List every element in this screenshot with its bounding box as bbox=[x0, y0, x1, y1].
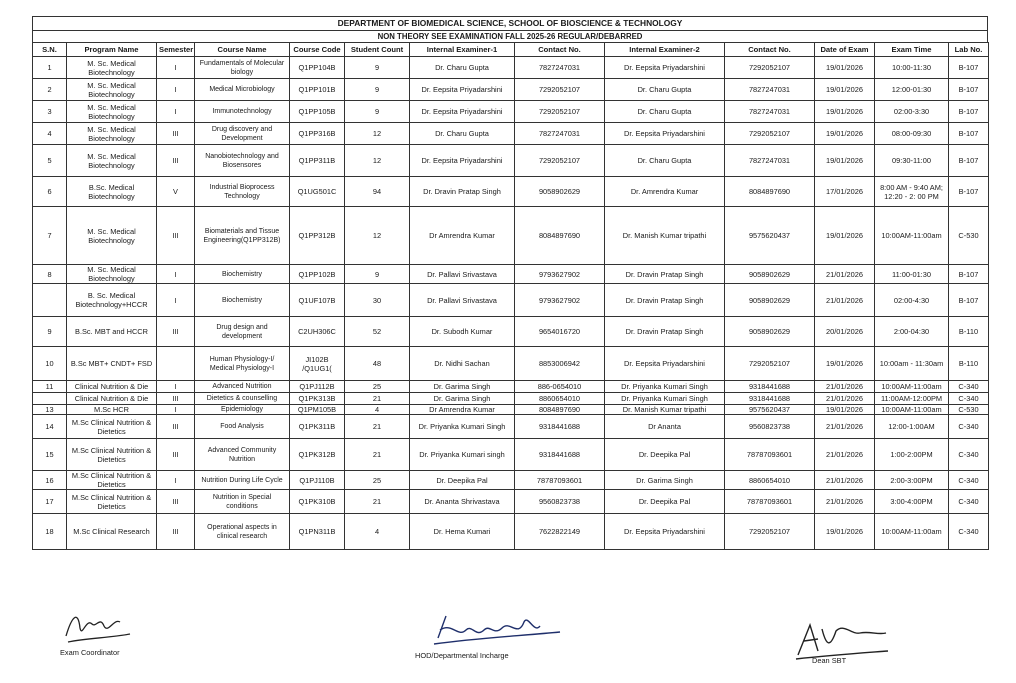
contact2-cell: 7827247031 bbox=[725, 145, 815, 177]
student-count-cell: 9 bbox=[345, 101, 410, 123]
sn-cell: 17 bbox=[33, 490, 67, 514]
sn-cell: 4 bbox=[33, 123, 67, 145]
examiner2-cell: Dr. Priyanka Kumari Singh bbox=[605, 393, 725, 405]
course-name-cell: Biochemistry bbox=[195, 284, 290, 317]
exam-date-cell: 21/01/2026 bbox=[815, 265, 875, 284]
course-code-cell: Q1PJ110B bbox=[290, 471, 345, 490]
exam-date-cell: 19/01/2026 bbox=[815, 79, 875, 101]
examiner2-cell: Dr. Deepika Pal bbox=[605, 439, 725, 471]
department-title: DEPARTMENT OF BIOMEDICAL SCIENCE, SCHOOL OF BIOSCIENCE & TECHNOLOGY bbox=[32, 16, 988, 30]
examiner2-cell: Dr Ananta bbox=[605, 415, 725, 439]
examiner2-cell: Dr. Priyanka Kumari Singh bbox=[605, 381, 725, 393]
sn-cell: 2 bbox=[33, 79, 67, 101]
sn-cell: 6 bbox=[33, 177, 67, 207]
program-cell: B.Sc MBT+ CNDT+ FSD bbox=[67, 347, 157, 381]
lab-no-cell: C-340 bbox=[949, 514, 989, 550]
program-cell: M. Sc. Medical Biotechnology bbox=[67, 101, 157, 123]
examiner1-cell: Dr. Subodh Kumar bbox=[410, 317, 515, 347]
course-name-cell: Advanced Community Nutrition bbox=[195, 439, 290, 471]
course-name-cell: Nutrition in Special conditions bbox=[195, 490, 290, 514]
exam-time-cell: 2:00-04:30 bbox=[875, 317, 949, 347]
col-header: Program Name bbox=[67, 43, 157, 57]
exam-time-cell: 3:00-4:00PM bbox=[875, 490, 949, 514]
exam-date-cell: 19/01/2026 bbox=[815, 57, 875, 79]
table-row bbox=[33, 439, 989, 471]
program-cell: M.Sc Clinical Nutrition & Dietetics bbox=[67, 471, 157, 490]
exam-date-cell: 19/01/2026 bbox=[815, 207, 875, 265]
examiner1-cell: Dr. Charu Gupta bbox=[410, 123, 515, 145]
contact1-cell: 9318441688 bbox=[515, 415, 605, 439]
table-row bbox=[33, 265, 989, 284]
dean-label: Dean SBT bbox=[812, 656, 847, 665]
sn-cell: 14 bbox=[33, 415, 67, 439]
examiner2-cell: Dr. Manish Kumar tripathi bbox=[605, 405, 725, 415]
examiner2-cell: Dr. Manish Kumar tripathi bbox=[605, 207, 725, 265]
lab-no-cell: C-340 bbox=[949, 381, 989, 393]
course-name-cell: Food Analysis bbox=[195, 415, 290, 439]
course-code-cell: Q1PP101B bbox=[290, 79, 345, 101]
exam-time-cell: 8:00 AM - 9:40 AM; 12:20 - 2: 00 PM bbox=[875, 177, 949, 207]
sn-cell: 10 bbox=[33, 347, 67, 381]
examiner1-cell: Dr. Eepsita Priyadarshini bbox=[410, 145, 515, 177]
course-code-cell: Q1PK311B bbox=[290, 415, 345, 439]
contact2-cell: 7827247031 bbox=[725, 79, 815, 101]
sn-cell: 13 bbox=[33, 405, 67, 415]
semester-cell bbox=[157, 347, 195, 381]
examiner1-cell: Dr. Garima Singh bbox=[410, 393, 515, 405]
exam-date-cell: 19/01/2026 bbox=[815, 347, 875, 381]
semester-cell: III bbox=[157, 393, 195, 405]
semester-cell: I bbox=[157, 265, 195, 284]
semester-cell: I bbox=[157, 381, 195, 393]
program-cell: M.Sc Clinical Research bbox=[67, 514, 157, 550]
contact2-cell: 9575620437 bbox=[725, 207, 815, 265]
examiner2-cell: Dr. Charu Gupta bbox=[605, 145, 725, 177]
contact2-cell: 78787093601 bbox=[725, 490, 815, 514]
student-count-cell: 21 bbox=[345, 439, 410, 471]
contact1-cell: 8860654010 bbox=[515, 393, 605, 405]
semester-cell: III bbox=[157, 317, 195, 347]
student-count-cell: 25 bbox=[345, 471, 410, 490]
student-count-cell: 21 bbox=[345, 393, 410, 405]
table-row bbox=[33, 347, 989, 381]
course-name-cell: Industrial Bioprocess Technology bbox=[195, 177, 290, 207]
contact2-cell: 9058902629 bbox=[725, 317, 815, 347]
contact1-cell: 9793627902 bbox=[515, 265, 605, 284]
course-name-cell: Biomaterials and Tissue Engineering(Q1PP312B) bbox=[195, 207, 290, 265]
course-code-cell: Q1PM105B bbox=[290, 405, 345, 415]
hod-signature-mark bbox=[428, 608, 568, 652]
exam-date-cell: 20/01/2026 bbox=[815, 317, 875, 347]
contact2-cell: 8860654010 bbox=[725, 471, 815, 490]
table-row bbox=[33, 177, 989, 207]
lab-no-cell: C-530 bbox=[949, 207, 989, 265]
exam-time-cell: 10:00AM-11:00am bbox=[875, 405, 949, 415]
semester-cell: III bbox=[157, 207, 195, 265]
sn-cell: 9 bbox=[33, 317, 67, 347]
examiner2-cell: Dr. Eepsita Priyadarshini bbox=[605, 514, 725, 550]
semester-cell: III bbox=[157, 439, 195, 471]
lab-no-cell: B-107 bbox=[949, 79, 989, 101]
exam-time-cell: 10:00AM-11:00am bbox=[875, 514, 949, 550]
lab-no-cell: C-340 bbox=[949, 439, 989, 471]
col-header: Lab No. bbox=[949, 43, 989, 57]
examiner2-cell: Dr. Charu Gupta bbox=[605, 79, 725, 101]
student-count-cell: 12 bbox=[345, 145, 410, 177]
program-cell: M. Sc. Medical Biotechnology bbox=[67, 207, 157, 265]
contact2-cell: 7827247031 bbox=[725, 101, 815, 123]
contact1-cell: 7622822149 bbox=[515, 514, 605, 550]
table-row bbox=[33, 317, 989, 347]
examiner1-cell: Dr Amrendra Kumar bbox=[410, 207, 515, 265]
exam-time-cell: 12:00-1:00AM bbox=[875, 415, 949, 439]
exam-subtitle: NON THEORY SEE EXAMINATION FALL 2025-26 REGULAR/DEBARRED bbox=[32, 30, 988, 42]
lab-no-cell: B-107 bbox=[949, 265, 989, 284]
exam-time-cell: 02:00-3:30 bbox=[875, 101, 949, 123]
contact1-cell: 9318441688 bbox=[515, 439, 605, 471]
lab-no-cell: B-107 bbox=[949, 123, 989, 145]
course-code-cell: C2UH306C bbox=[290, 317, 345, 347]
table-row bbox=[33, 57, 989, 79]
exam-time-cell: 1:00-2:00PM bbox=[875, 439, 949, 471]
course-code-cell: Q1PP105B bbox=[290, 101, 345, 123]
lab-no-cell: C-530 bbox=[949, 405, 989, 415]
examiner1-cell: Dr. Deepika Pal bbox=[410, 471, 515, 490]
examiner1-cell: Dr. Pallavi Srivastava bbox=[410, 284, 515, 317]
course-code-cell: Q1PP104B bbox=[290, 57, 345, 79]
semester-cell: I bbox=[157, 471, 195, 490]
student-count-cell: 4 bbox=[345, 514, 410, 550]
course-code-cell: Q1PP316B bbox=[290, 123, 345, 145]
exam-date-cell: 21/01/2026 bbox=[815, 415, 875, 439]
table-row bbox=[33, 145, 989, 177]
contact1-cell: 9058902629 bbox=[515, 177, 605, 207]
exam-date-cell: 19/01/2026 bbox=[815, 101, 875, 123]
col-header: Date of Exam bbox=[815, 43, 875, 57]
student-count-cell: 4 bbox=[345, 405, 410, 415]
program-cell: B.Sc. Medical Biotechnology bbox=[67, 177, 157, 207]
semester-cell: I bbox=[157, 57, 195, 79]
contact2-cell: 9560823738 bbox=[725, 415, 815, 439]
student-count-cell: 25 bbox=[345, 381, 410, 393]
exam-date-cell: 21/01/2026 bbox=[815, 439, 875, 471]
course-code-cell: Q1UG501C bbox=[290, 177, 345, 207]
program-cell: M.Sc Clinical Nutrition & Dietetics bbox=[67, 439, 157, 471]
course-name-cell: Biochemistry bbox=[195, 265, 290, 284]
semester-cell: I bbox=[157, 79, 195, 101]
coordinator-label: Exam Coordinator bbox=[60, 648, 120, 657]
course-code-cell: Q1PJ112B bbox=[290, 381, 345, 393]
examiner1-cell: Dr. Eepsita Priyadarshini bbox=[410, 79, 515, 101]
course-name-cell: Immunotechnology bbox=[195, 101, 290, 123]
examiner2-cell: Dr. Dravin Pratap Singh bbox=[605, 265, 725, 284]
lab-no-cell: B-107 bbox=[949, 145, 989, 177]
course-code-cell: Q1PN311B bbox=[290, 514, 345, 550]
contact1-cell: 8084897690 bbox=[515, 207, 605, 265]
coordinator-signature-mark bbox=[58, 598, 138, 648]
semester-cell: III bbox=[157, 145, 195, 177]
exam-date-cell: 21/01/2026 bbox=[815, 471, 875, 490]
course-name-cell: Advanced Nutrition bbox=[195, 381, 290, 393]
exam-schedule-table bbox=[32, 42, 989, 550]
col-header: Student Count bbox=[345, 43, 410, 57]
examiner1-cell: Dr. Hema Kumari bbox=[410, 514, 515, 550]
student-count-cell: 52 bbox=[345, 317, 410, 347]
contact1-cell: 8853006942 bbox=[515, 347, 605, 381]
table-row bbox=[33, 381, 989, 393]
lab-no-cell: B-107 bbox=[949, 284, 989, 317]
table-row bbox=[33, 514, 989, 550]
contact1-cell: 8084897690 bbox=[515, 405, 605, 415]
exam-time-cell: 11:00AM-12:00PM bbox=[875, 393, 949, 405]
contact2-cell: 9575620437 bbox=[725, 405, 815, 415]
exam-date-cell: 17/01/2026 bbox=[815, 177, 875, 207]
contact1-cell: 7827247031 bbox=[515, 123, 605, 145]
sn-cell: 5 bbox=[33, 145, 67, 177]
lab-no-cell: C-340 bbox=[949, 393, 989, 405]
examiner2-cell: Dr. Charu Gupta bbox=[605, 101, 725, 123]
program-cell: M.Sc HCR bbox=[67, 405, 157, 415]
contact2-cell: 7292052107 bbox=[725, 347, 815, 381]
course-name-cell: Operational aspects in clinical research bbox=[195, 514, 290, 550]
lab-no-cell: B-107 bbox=[949, 177, 989, 207]
sn-cell: 18 bbox=[33, 514, 67, 550]
lab-no-cell: B-107 bbox=[949, 57, 989, 79]
sn-cell: 3 bbox=[33, 101, 67, 123]
examiner2-cell: Dr. Dravin Pratap Singh bbox=[605, 317, 725, 347]
table-body bbox=[33, 57, 989, 550]
col-header: Internal Examiner-1 bbox=[410, 43, 515, 57]
student-count-cell: 9 bbox=[345, 57, 410, 79]
student-count-cell: 12 bbox=[345, 207, 410, 265]
semester-cell: III bbox=[157, 490, 195, 514]
sn-cell: 15 bbox=[33, 439, 67, 471]
course-code-cell: Q1PK313B bbox=[290, 393, 345, 405]
student-count-cell: 9 bbox=[345, 265, 410, 284]
course-name-cell: Nutrition During Life Cycle bbox=[195, 471, 290, 490]
examiner1-cell: Dr. Garima Singh bbox=[410, 381, 515, 393]
course-code-cell: Q1PK312B bbox=[290, 439, 345, 471]
contact2-cell: 7292052107 bbox=[725, 514, 815, 550]
student-count-cell: 94 bbox=[345, 177, 410, 207]
course-code-cell: Q1PP102B bbox=[290, 265, 345, 284]
col-header: Semester bbox=[157, 43, 195, 57]
course-code-cell: Q1PK310B bbox=[290, 490, 345, 514]
student-count-cell: 12 bbox=[345, 123, 410, 145]
program-cell: M. Sc. Medical Biotechnology bbox=[67, 57, 157, 79]
table-row bbox=[33, 123, 989, 145]
col-header: Contact No. bbox=[515, 43, 605, 57]
contact2-cell: 9318441688 bbox=[725, 393, 815, 405]
lab-no-cell: B-110 bbox=[949, 347, 989, 381]
sn-cell bbox=[33, 393, 67, 405]
student-count-cell: 30 bbox=[345, 284, 410, 317]
course-code-cell: Q1PP311B bbox=[290, 145, 345, 177]
col-header: Course Code bbox=[290, 43, 345, 57]
student-count-cell: 21 bbox=[345, 415, 410, 439]
examiner1-cell: Dr. Ananta Shrivastava bbox=[410, 490, 515, 514]
program-cell: M.Sc Clinical Nutrition & Dietetics bbox=[67, 415, 157, 439]
course-name-cell: Drug discovery and Development bbox=[195, 123, 290, 145]
lab-no-cell: C-340 bbox=[949, 490, 989, 514]
lab-no-cell: B-107 bbox=[949, 101, 989, 123]
exam-time-cell: 08:00-09:30 bbox=[875, 123, 949, 145]
sn-cell: 11 bbox=[33, 381, 67, 393]
examiner1-cell: Dr. Pallavi Srivastava bbox=[410, 265, 515, 284]
sn-cell: 8 bbox=[33, 265, 67, 284]
table-row bbox=[33, 207, 989, 265]
exam-time-cell: 10:00AM-11:00am bbox=[875, 381, 949, 393]
contact1-cell: 9654016720 bbox=[515, 317, 605, 347]
program-cell: Clinical Nutrition & Die bbox=[67, 393, 157, 405]
examiner1-cell: Dr. Nidhi Sachan bbox=[410, 347, 515, 381]
contact1-cell: 78787093601 bbox=[515, 471, 605, 490]
contact2-cell: 9318441688 bbox=[725, 381, 815, 393]
program-cell: Clinical Nutrition & Die bbox=[67, 381, 157, 393]
semester-cell: III bbox=[157, 514, 195, 550]
course-name-cell: Epidemiology bbox=[195, 405, 290, 415]
exam-time-cell: 10:00AM-11:00am bbox=[875, 207, 949, 265]
examiner1-cell: Dr. Dravin Pratap Singh bbox=[410, 177, 515, 207]
examiner2-cell: Dr. Dravin Pratap Singh bbox=[605, 284, 725, 317]
course-name-cell: Dietetics & counselling bbox=[195, 393, 290, 405]
contact1-cell: 886-0654010 bbox=[515, 381, 605, 393]
exam-time-cell: 10:00am - 11:30am bbox=[875, 347, 949, 381]
examiner2-cell: Dr. Eepsita Priyadarshini bbox=[605, 57, 725, 79]
contact2-cell: 7292052107 bbox=[725, 123, 815, 145]
exam-time-cell: 02:00-4:30 bbox=[875, 284, 949, 317]
exam-date-cell: 21/01/2026 bbox=[815, 284, 875, 317]
col-header: Internal Examiner-2 bbox=[605, 43, 725, 57]
course-name-cell: Nanobiotechnology and Biosensores bbox=[195, 145, 290, 177]
contact1-cell: 7292052107 bbox=[515, 101, 605, 123]
lab-no-cell: B-110 bbox=[949, 317, 989, 347]
student-count-cell: 9 bbox=[345, 79, 410, 101]
program-cell: B.Sc. MBT and HCCR bbox=[67, 317, 157, 347]
exam-time-cell: 11:00-01:30 bbox=[875, 265, 949, 284]
table-row bbox=[33, 490, 989, 514]
exam-time-cell: 09:30-11:00 bbox=[875, 145, 949, 177]
examiner2-cell: Dr. Deepika Pal bbox=[605, 490, 725, 514]
semester-cell: I bbox=[157, 405, 195, 415]
exam-time-cell: 12:00-01:30 bbox=[875, 79, 949, 101]
table-row bbox=[33, 284, 989, 317]
examiner2-cell: Dr. Eepsita Priyadarshini bbox=[605, 347, 725, 381]
table-row bbox=[33, 101, 989, 123]
exam-schedule-sheet bbox=[32, 16, 988, 550]
examiner2-cell: Dr. Garima Singh bbox=[605, 471, 725, 490]
course-name-cell: Human Physiology-I/ Medical Physiology-I bbox=[195, 347, 290, 381]
examiner1-cell: Dr. Charu Gupta bbox=[410, 57, 515, 79]
sn-cell: 1 bbox=[33, 57, 67, 79]
contact2-cell: 9058902629 bbox=[725, 284, 815, 317]
lab-no-cell: C-340 bbox=[949, 471, 989, 490]
examiner1-cell: Dr Amrendra Kumar bbox=[410, 405, 515, 415]
sn-cell: 16 bbox=[33, 471, 67, 490]
contact1-cell: 7292052107 bbox=[515, 145, 605, 177]
table-row bbox=[33, 471, 989, 490]
table-row bbox=[33, 79, 989, 101]
contact2-cell: 78787093601 bbox=[725, 439, 815, 471]
exam-date-cell: 19/01/2026 bbox=[815, 405, 875, 415]
program-cell: B. Sc. Medical Biotechnology+HCCR bbox=[67, 284, 157, 317]
program-cell: M.Sc Clinical Nutrition & Dietetics bbox=[67, 490, 157, 514]
table-row bbox=[33, 405, 989, 415]
hod-label: HOD/Departmental Incharge bbox=[415, 651, 509, 660]
table-row bbox=[33, 415, 989, 439]
exam-time-cell: 10:00-11:30 bbox=[875, 57, 949, 79]
sn-cell: 7 bbox=[33, 207, 67, 265]
course-code-cell: Q1PP312B bbox=[290, 207, 345, 265]
examiner2-cell: Dr. Eepsita Priyadarshini bbox=[605, 123, 725, 145]
exam-date-cell: 21/01/2026 bbox=[815, 490, 875, 514]
contact2-cell: 8084897690 bbox=[725, 177, 815, 207]
examiner2-cell: Dr. Amrendra Kumar bbox=[605, 177, 725, 207]
contact2-cell: 7292052107 bbox=[725, 57, 815, 79]
exam-date-cell: 19/01/2026 bbox=[815, 145, 875, 177]
contact1-cell: 7292052107 bbox=[515, 79, 605, 101]
program-cell: M. Sc. Medical Biotechnology bbox=[67, 79, 157, 101]
exam-date-cell: 19/01/2026 bbox=[815, 514, 875, 550]
table-row bbox=[33, 393, 989, 405]
course-code-cell: JI102B /Q1UG1( bbox=[290, 347, 345, 381]
contact1-cell: 9560823738 bbox=[515, 490, 605, 514]
course-name-cell: Medical Microbiology bbox=[195, 79, 290, 101]
col-header: Course Name bbox=[195, 43, 290, 57]
semester-cell: V bbox=[157, 177, 195, 207]
exam-date-cell: 21/01/2026 bbox=[815, 393, 875, 405]
program-cell: M. Sc. Medical Biotechnology bbox=[67, 265, 157, 284]
course-code-cell: Q1UF107B bbox=[290, 284, 345, 317]
contact2-cell: 9058902629 bbox=[725, 265, 815, 284]
course-name-cell: Fundamentals of Molecular biology bbox=[195, 57, 290, 79]
semester-cell: III bbox=[157, 123, 195, 145]
exam-date-cell: 19/01/2026 bbox=[815, 123, 875, 145]
student-count-cell: 21 bbox=[345, 490, 410, 514]
semester-cell: I bbox=[157, 101, 195, 123]
semester-cell: I bbox=[157, 284, 195, 317]
contact1-cell: 9793627902 bbox=[515, 284, 605, 317]
examiner1-cell: Dr. Priyanka Kumari Singh bbox=[410, 415, 515, 439]
examiner1-cell: Dr. Priyanka Kumari singh bbox=[410, 439, 515, 471]
table-header-row bbox=[33, 43, 989, 57]
course-name-cell: Drug design and development bbox=[195, 317, 290, 347]
exam-date-cell: 21/01/2026 bbox=[815, 381, 875, 393]
col-header: Exam Time bbox=[875, 43, 949, 57]
col-header: S.N. bbox=[33, 43, 67, 57]
sn-cell bbox=[33, 284, 67, 317]
program-cell: M. Sc. Medical Biotechnology bbox=[67, 145, 157, 177]
dean-signature-mark bbox=[792, 615, 892, 661]
lab-no-cell: C-340 bbox=[949, 415, 989, 439]
exam-time-cell: 2:00-3:00PM bbox=[875, 471, 949, 490]
student-count-cell: 48 bbox=[345, 347, 410, 381]
contact1-cell: 7827247031 bbox=[515, 57, 605, 79]
col-header: Contact No. bbox=[725, 43, 815, 57]
semester-cell: III bbox=[157, 415, 195, 439]
examiner1-cell: Dr. Eepsita Priyadarshini bbox=[410, 101, 515, 123]
program-cell: M. Sc. Medical Biotechnology bbox=[67, 123, 157, 145]
